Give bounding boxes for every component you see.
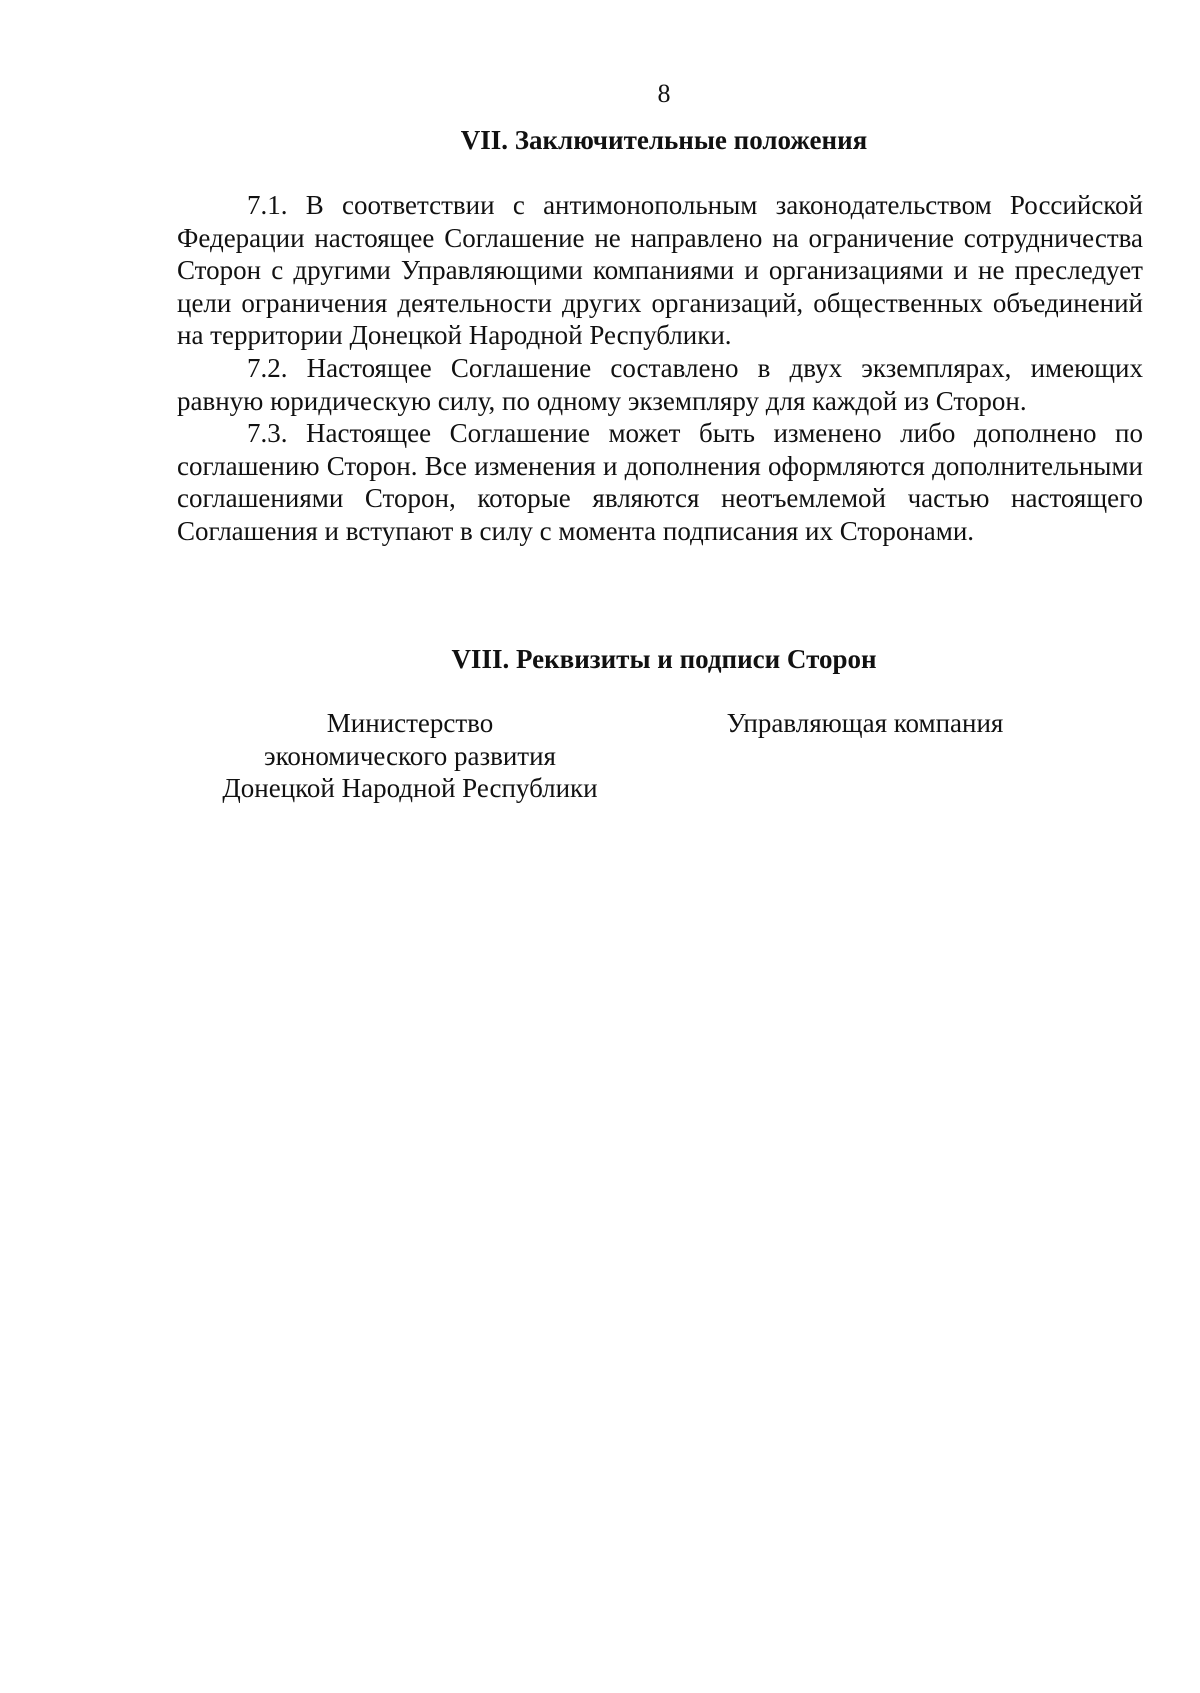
section-8-title: VIII. Реквизиты и подписи Сторон — [451, 644, 877, 674]
section-7-body — [177, 189, 1143, 548]
section-7-title: VII. Заключительные положения — [460, 125, 868, 155]
party-management-company-line: Управляющая компания — [726, 708, 1004, 738]
party-ministry-line: Министерство — [326, 708, 494, 738]
paragraph-7-2: 7.2. Настоящее Соглашение составлено в двух экземплярах, имеющих равную юридическую силу, по одному экземпляру для каждой из Сторон. — [177, 352, 1143, 416]
party-ministry-line: экономического развития — [264, 740, 556, 771]
party-ministry — [200, 707, 620, 805]
party-ministry-line: Донецкой Народной Республики — [222, 773, 598, 804]
page-number: 8 — [657, 79, 671, 108]
paragraph-7-3: 7.3. Настоящее Соглашение может быть изменено либо дополнено по соглашению Сторон. Все изменения и дополнения оформляются дополнительными соглашениями Сторон, которые являются неотъемлемой частью настоящего Соглашения и вступают в силу с момента подписания их Сторонами. — [177, 418, 1143, 546]
paragraph-7-1: 7.1. В соответствии с антимонопольным законодательством Российской Федерации настоящее Соглашение не направлено на ограничение сотрудничества Сторон с другими Управляющими компаниями и организациями и не преследует цели ограничения деятельности других организаций, общественных объединений на территории Донецкой Народной Республики. — [177, 190, 1143, 351]
party-management-company — [690, 707, 1040, 740]
